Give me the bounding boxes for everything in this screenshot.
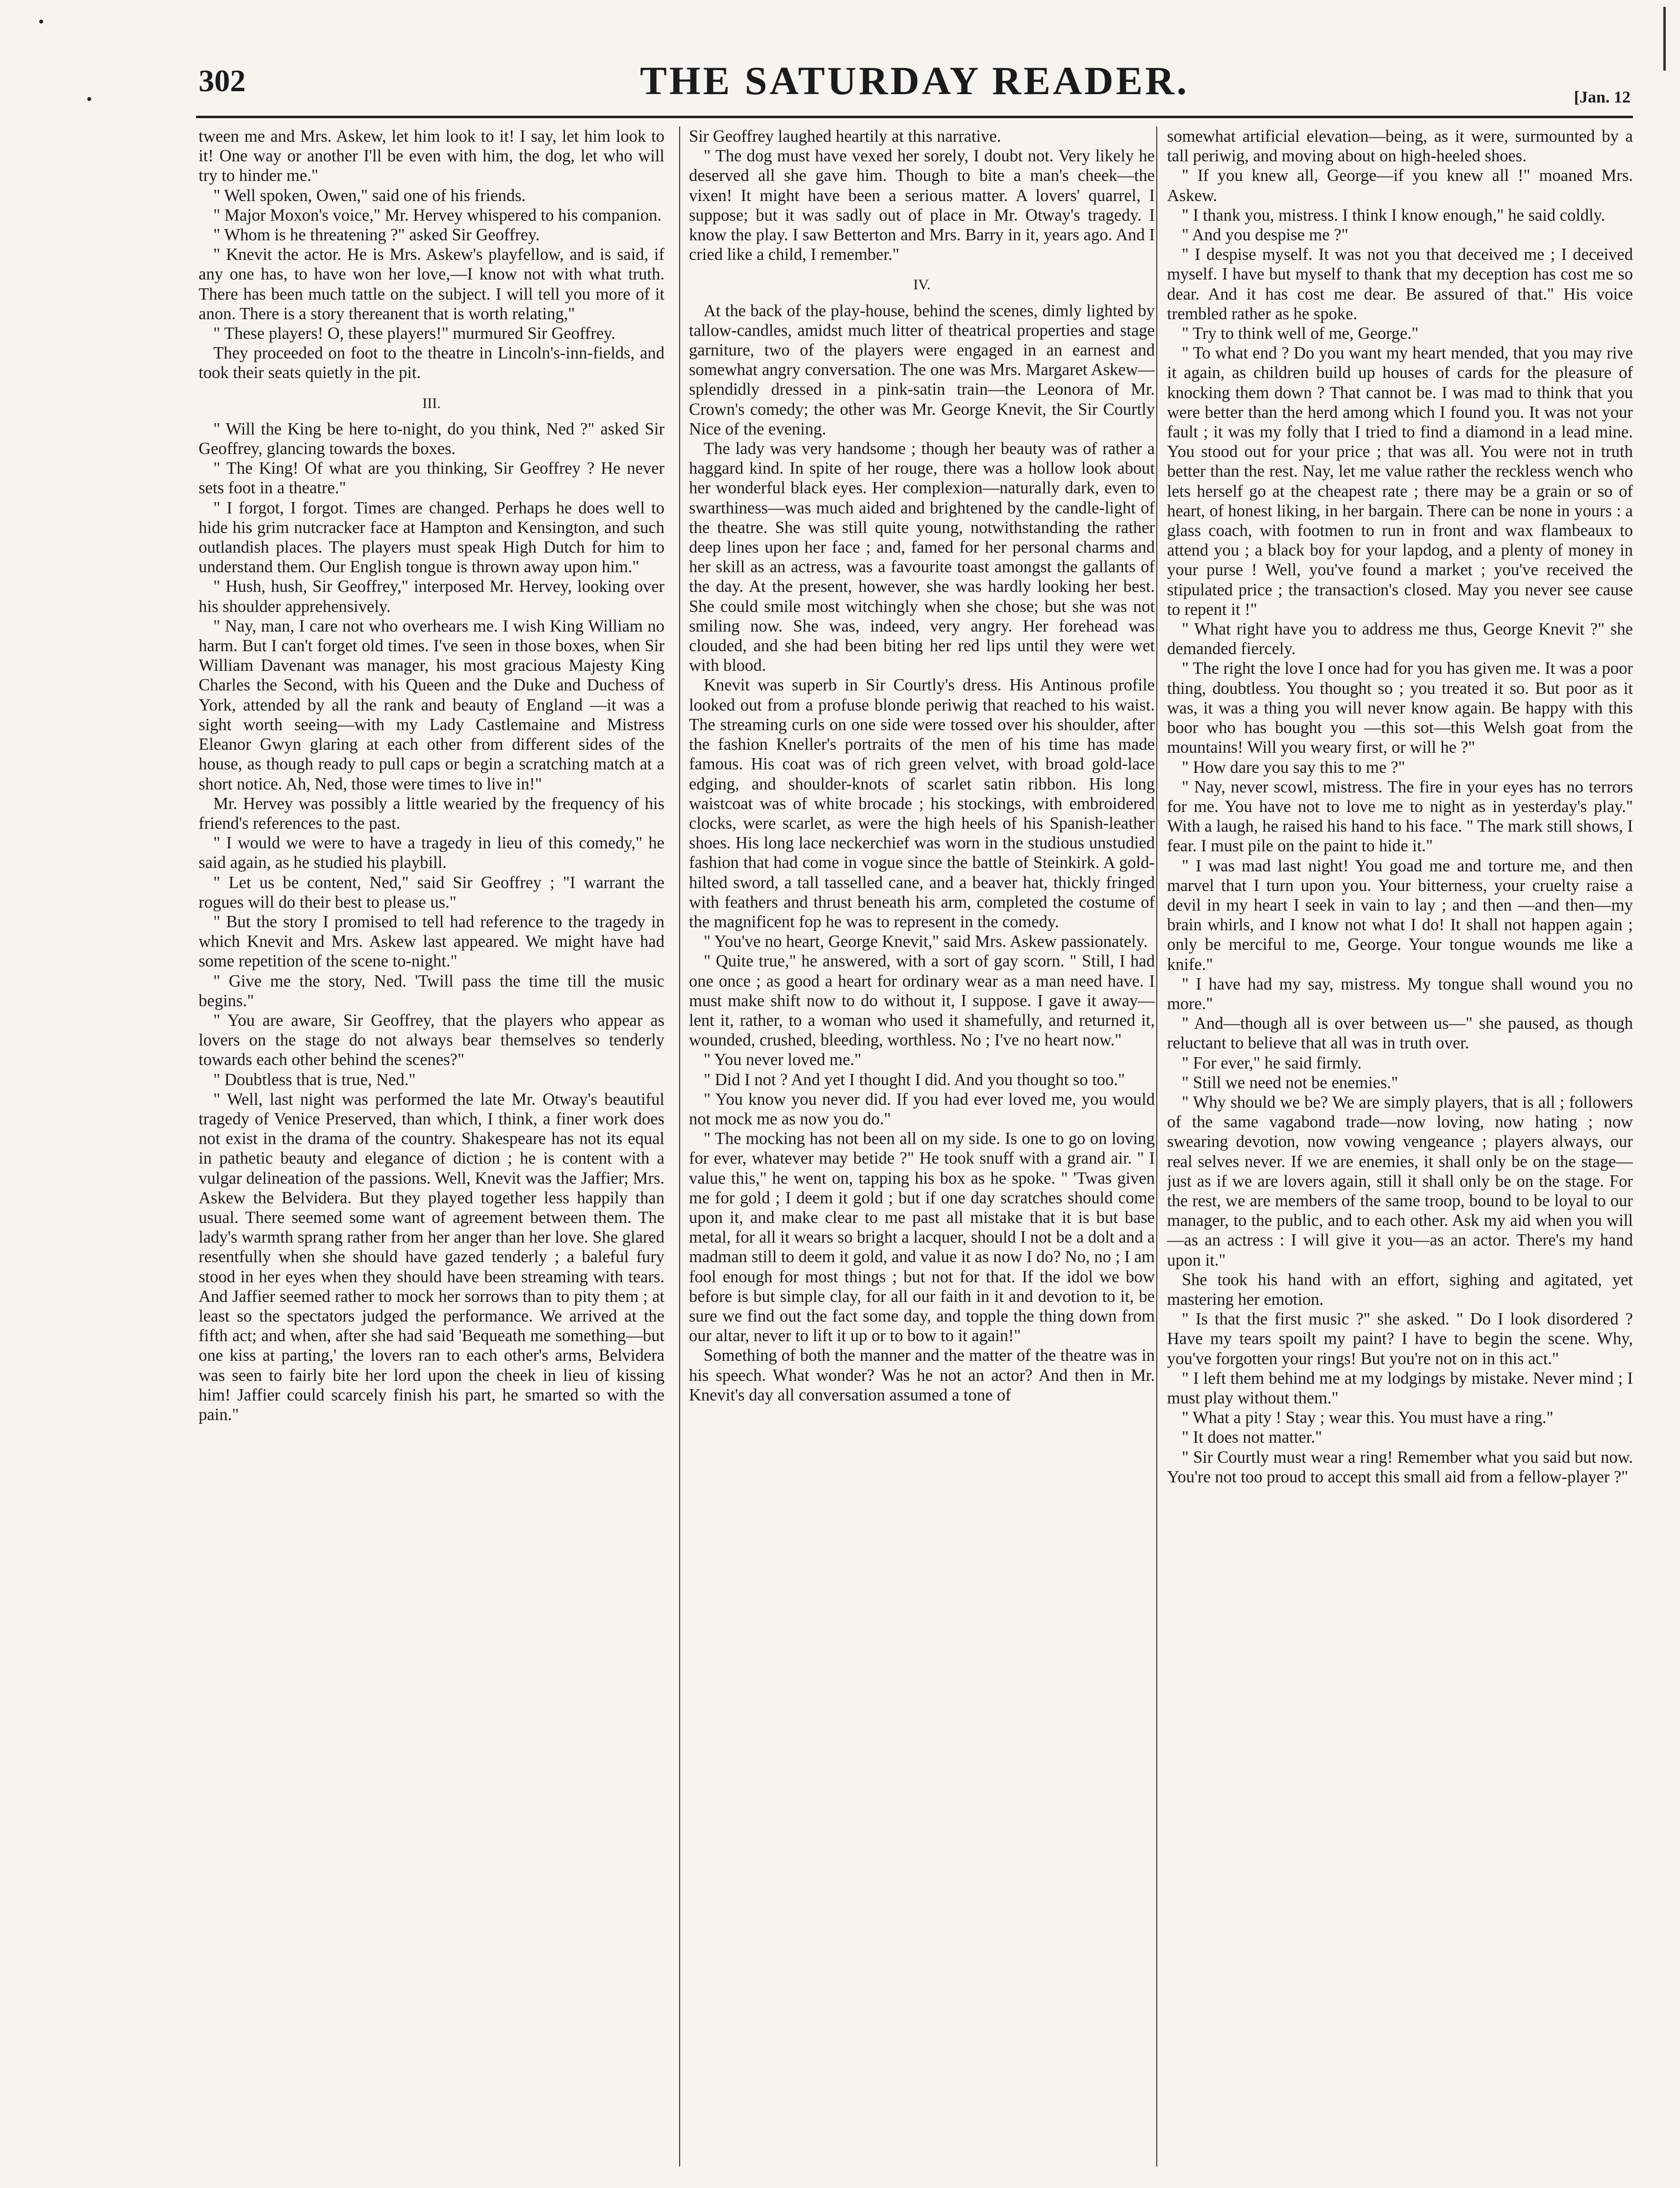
paragraph: " I despise myself. It was not you that deceived me ; I deceived myself. I have but myself to thank that my deception has cost me so dear. And it has cost me dear. Be assured of that." His voice trembled rather as he spoke. [1167, 245, 1633, 323]
column-2 [689, 127, 1155, 2162]
paragraph: " For ever," he said firmly. [1182, 1053, 1362, 1072]
paragraph: " Will the King be here to-night, do you think, Ned ?" asked Sir Geoffrey, glancing towards the boxes. [199, 419, 664, 458]
page-header [199, 58, 1630, 117]
column-3 [1167, 127, 1633, 2162]
paragraph: They proceeded on foot to the theatre in Lincoln's-inn-fields, and took their seats quietly in the pit. [199, 344, 664, 382]
paragraph: somewhat artificial elevation—being, as it were, surmounted by a tall periwig, and moving about on high-heeled shoes. [1167, 127, 1633, 166]
paragraph: " The right the love I once had for you has given me. It was a poor thing, doubtless. You thought so ; you treated it so. But poor as it was, it was a thing you will never know again. Be happy with this boor who has bought you —this sot—this Welsh goat from the mountains! Will you weary first, or will he ?" [1167, 659, 1633, 757]
paragraph: " Well, last night was performed the late Mr. Otway's beautiful tragedy of Venice Preserved, than which, I think, a finer work does not exist in the drama of the country. Shakespeare has not its equal in pathetic beauty and elegance of diction ; he is content with a vulgar delineation of the passions. Well, Knevit was the Jaffier; Mrs. Askew the Belvidera. But they played together less happily than usual. There seemed some want of agreement between them. The lady's warmth sprang rather from her anger than her love. She glared resentfully when she should have gazed tenderly ; a baleful fury stood in her eyes when they should have been streaming with tears. And Jaffier seemed rather to mock her sorrows than to pity them ; at least so the spectators judged the performance. We arrived at the fifth act; and when, after she had said 'Bequeath me something—but one kiss at parting,' the lovers ran to each other's arms, Belvidera was seen to fairly bite her lord upon the cheek in lieu of kissing him! Jaffier could scarcely finish his part, he smarted so with the pain." [199, 1090, 664, 1424]
margin-dot [87, 97, 91, 101]
paragraph: " You never loved me." [704, 1050, 862, 1069]
paragraph: " Why should we be? We are simply players, that is all ; followers of the same vagabond trade—now loving, now hating ; now swearing devotion, now vowing vengeance ; players always, our real selves never. If we are enemies, it shall only be on the stage—just as if we are lovers again, still it shall only be on the stage. For the rest, we are members of the same troop, bound to be loyal to our manager, to the public, and to each other. Ask my aid when you will—as an actress : I will give it you—as an actor. There's my hand upon it." [1167, 1093, 1633, 1270]
paragraph: " And—though all is over between us—" she paused, as though reluctant to believe that all was in truth over. [1167, 1014, 1633, 1053]
paragraph: " I would we were to have a tragedy in lieu of this comedy," he said again, as he studied his playbill. [199, 834, 664, 872]
paragraph: " If you knew all, George—if you knew all !" moaned Mrs. Askew. [1167, 166, 1633, 205]
paragraph: " How dare you say this to me ?" [1182, 758, 1405, 777]
paragraph: " Quite true," he answered, with a sort of gay scorn. " Still, I had one once ; as good a heart for ordinary wear as a man need have. I must make shift now to do without it, I suppose. I gave it away—lent it, rather, to a woman who used it shamefully, and returned it, wounded, crushed, bleeding, worthless. No ; I've no heart now." [689, 952, 1155, 1050]
paragraph: " Hush, hush, Sir Geoffrey," interposed Mr. Hervey, looking over his shoulder apprehensively. [199, 577, 664, 616]
paragraph: " Well spoken, Owen," said one of his friends. [213, 186, 526, 205]
paragraph: " I thank you, mistress. I think I know enough," he said coldly. [1182, 205, 1605, 225]
paragraph: " But the story I promised to tell had reference to the tragedy in which Knevit and Mrs. Askew last appeared. We might have had some repetition of the scene to-night." [199, 912, 664, 971]
paragraph: " You've no heart, George Knevit," said Mrs. Askew passionately. [704, 932, 1148, 951]
paragraph: She took his hand with an effort, sighing and agitated, yet mastering her emotion. [1167, 1270, 1633, 1309]
paragraph: " What a pity ! Stay ; wear this. You must have a ring." [1182, 1408, 1553, 1427]
paragraph: " Doubtless that is true, Ned." [213, 1070, 416, 1089]
paragraph: Mr. Hervey was possibly a little wearied by the frequency of his friend's references to the past. [199, 794, 664, 833]
paragraph: " Let us be content, Ned," said Sir Geoffrey ; "I warrant the rogues will do their best to please us." [199, 873, 664, 912]
paragraph: " Did I not ? And yet I thought I did. And you thought so too." [704, 1070, 1125, 1089]
paragraph: " Whom is he threatening ?" asked Sir Geoffrey. [213, 226, 540, 245]
page-number: 302 [199, 63, 246, 98]
paragraph: " Nay, man, I care not who overhears me. I wish King William no harm. But I can't forget old times. I've seen in those boxes, when Sir William Davenant was manager, his most gracious Majesty King Charles the Second, with his Queen and the Duke and Duchess of York, attended by all the rank and beauty of England —it was a sight worth seeing—with my Lady Castlemaine and Mistress Eleanor Gwyn glaring at each other from different sides of the house, as though ready to pull caps or begin a scratching match at a short notice. Ah, Ned, those were times to live in!" [199, 616, 664, 793]
section-heading: IV. [913, 277, 931, 293]
paragraph: " Nay, never scowl, mistress. The fire in your eyes has no terrors for me. You have not to love me to night as in yesterday's play." With a laugh, he raised his hand to his face. " The mark still shows, I fear. I must pile on the paint to hide it." [1167, 777, 1633, 856]
issue-date: [Jan. 12 [1574, 88, 1630, 106]
paragraph: " I have had my say, mistress. My tongue shall wound you no more." [1167, 974, 1633, 1013]
paragraph: " And you despise me ?" [1182, 226, 1349, 245]
paragraph: " I was mad last night! You goad me and torture me, and then marvel that I turn upon you. Your bitterness, your cruelty raise a devil in my heart I seek in vain to lay ; and then —and then—my brain whirls, and I know not what I do! It shall not happen again ; only be merciful to me, George. Your tongue wounds me like a knife." [1167, 856, 1633, 974]
paragraph: " I forgot, I forgot. Times are changed. Perhaps he does well to hide his grim nutcracker face at Hampton and Kensington, and such outlandish places. The players must speak High Dutch for him to understand them. Our English tongue is thrown away upon him." [199, 498, 664, 577]
paragraph: " The dog must have vexed her sorely, I doubt not. Very likely he deserved all she gave him. Though to bite a man's cheek—the vixen! It might have been a serious matter. A lovers' quarrel, I suppose; but it was sadly out of place in Mr. Otway's tragedy. I know the play. I saw Betterton and Mrs. Barry in it, years ago. And I cried like a child, I remember." [689, 147, 1155, 264]
masthead: THE SATURDAY READER. [640, 58, 1189, 103]
paragraph: Sir Geoffrey laughed heartily at this narrative. [689, 127, 1001, 146]
paragraph: " The King! Of what are you thinking, Sir Geoffrey ? He never sets foot in a theatre." [199, 459, 664, 498]
paragraph: " I left them behind me at my lodgings by mistake. Never mind ; I must play without them." [1167, 1369, 1633, 1407]
paragraph: At the back of the play-house, behind the scenes, dimly lighted by tallow-candles, amidst much litter of theatrical properties and stage garniture, two of the players were engaged in an earnest and somewhat angry conversation. The one was Mrs. Margaret Askew—splendidly dressed in a pink-satin train—the Leonora of Mr. Crown's comedy; the other was Mr. George Knevit, the Sir Courtly Nice of the evening. [689, 301, 1155, 438]
paragraph: " Is that the first music ?" she asked. " Do I look disordered ? Have my tears spoilt my paint? I have to begin the scene. Why, you've forgotten your rings! But you're not on in this act." [1167, 1310, 1633, 1368]
header-rule [196, 116, 1633, 118]
edge-mark [1663, 7, 1666, 71]
paragraph: " To what end ? Do you want my heart mended, that you may rive it again, as children build up houses of cards for the pleasure of knocking them down ? That cannot be. I was mad to think that you were better than the herd among which I found you. It was not your fault ; it was my folly that I tried to find a diamond in a lead mine. You stood out for your price ; that was all. You were not in truth better than the rest. Nay, let me value rather the reckless wench who lets herself go at the cheapest rate ; there may be a grain or so of heart, of honest liking, in her bargain. There can be none in yours : a glass coach, with footmen to run in front and wax flambeaux to attend you ; a black boy for your lapdog, and a plenty of money in your purse ! Well, you've found a market ; you've received the stipulated price ; the transaction's closed. May you never see cause to repent it !" [1167, 344, 1633, 619]
paragraph: Knevit was superb in Sir Courtly's dress. His Antinous profile looked out from a profuse blonde periwig that reached to his waist. The streaming curls on one side were tossed over his shoulder, after the fashion Kneller's portraits of the men of his time has made famous. His coat was of rich green velvet, with broad gold-lace edging, and shoulder-knots of scarlet satin ribbon. His long waistcoat was of white brocade ; his stockings, with embroidered clocks, were scarlet, as were the high heels of his Spanish-leather shoes. His long lace neckerchief was worn in the studious unstudied fashion that had come in vogue since the battle of Steinkirk. A gold-hilted sword, a tall tasselled cane, and a beaver hat, thickly fringed with feathers and thrust beneath his arm, completed the costume of the magnificent fop he was to represent in the comedy. [689, 676, 1155, 931]
paragraph: " You are aware, Sir Geoffrey, that the players who appear as lovers on the stage do not always bear themselves so tenderly towards each other behind the scenes?" [199, 1011, 664, 1069]
paragraph: " Still we need not be enemies." [1182, 1073, 1399, 1092]
column-divider [679, 127, 680, 2166]
paragraph: " It does not matter." [1182, 1428, 1322, 1447]
paragraph: " Major Moxon's voice," Mr. Hervey whispered to his companion. [213, 205, 662, 225]
paragraph: The lady was very handsome ; though her beauty was of rather a haggard kind. In spite of her rouge, there was a hollow look about her wonderful black eyes. Her complexion—naturally dark, even to swarthiness—was much aided and brightened by the candle-light of the theatre. She was still quite young, notwithstanding the rather deep lines upon her face ; and, famed for her personal charms and her skill as an actress, was a favourite toast amongst the gallants of the day. At the present, however, she was hardly looking her best. She could smile most witchingly when she chose; but she was not smiling now. She was, indeed, very angry. Her forehead was clouded, and she had been biting her red lips until they were wet with blood. [689, 439, 1155, 675]
paragraph: " Knevit the actor. He is Mrs. Askew's playfellow, and is said, if any one has, to have won her love,—I know not with what truth. There has been much tattle on the subject. I will tell you more of it anon. There is a story thereanent that is worth relating," [199, 245, 664, 323]
paragraph: " What right have you to address me thus, George Knevit ?" she demanded fiercely. [1167, 620, 1633, 659]
paragraph: " These players! O, these players!" murmured Sir Geoffrey. [213, 324, 615, 343]
paragraph: tween me and Mrs. Askew, let him look to it! I say, let him look to it! One way or another I'll be even with him, the dog, let who will try to hinder me." [199, 127, 664, 185]
paragraph: Something of both the manner and the matter of the theatre was in his speech. What wonder? Was he not an actor? And then in Mr. Knevit's day all conversation assumed a tone of [689, 1346, 1155, 1404]
paragraph: " The mocking has not been all on my side. Is one to go on loving for ever, whatever may betide ?" He took snuff with a grand air. " I value this," he went on, tapping his box as he spoke. " 'Twas given me for gold ; I deem it gold ; but if one day scratches should come upon it, and make clear to me past all mistake that it is but base metal, for all it wears so bright a lacquer, should I not be a dolt and a madman still to deem it gold, and value it as now I do? No, no ; I am fool enough for most things ; but not for that. If the idol we bow before is but simple clay, for all our faith in it and devotion to it, be sure we find out the fact some day, and topple the thing down from our altar, never to lift it up or to bow to it again!" [689, 1129, 1155, 1346]
column-1 [199, 127, 664, 2162]
margin-dot [39, 20, 43, 24]
paragraph: " Sir Courtly must wear a ring! Remember what you said but now. You're not too proud to accept this small aid from a fellow-player ?" [1167, 1448, 1633, 1486]
column-divider [1156, 127, 1157, 2166]
paragraph: " Give me the story, Ned. 'Twill pass the time till the music begins." [199, 971, 664, 1010]
paragraph: " Try to think well of me, George." [1182, 324, 1419, 343]
section-heading: III. [422, 395, 441, 411]
paragraph: " You know you never did. If you had ever loved me, you would not mock me as now you do." [689, 1090, 1155, 1128]
